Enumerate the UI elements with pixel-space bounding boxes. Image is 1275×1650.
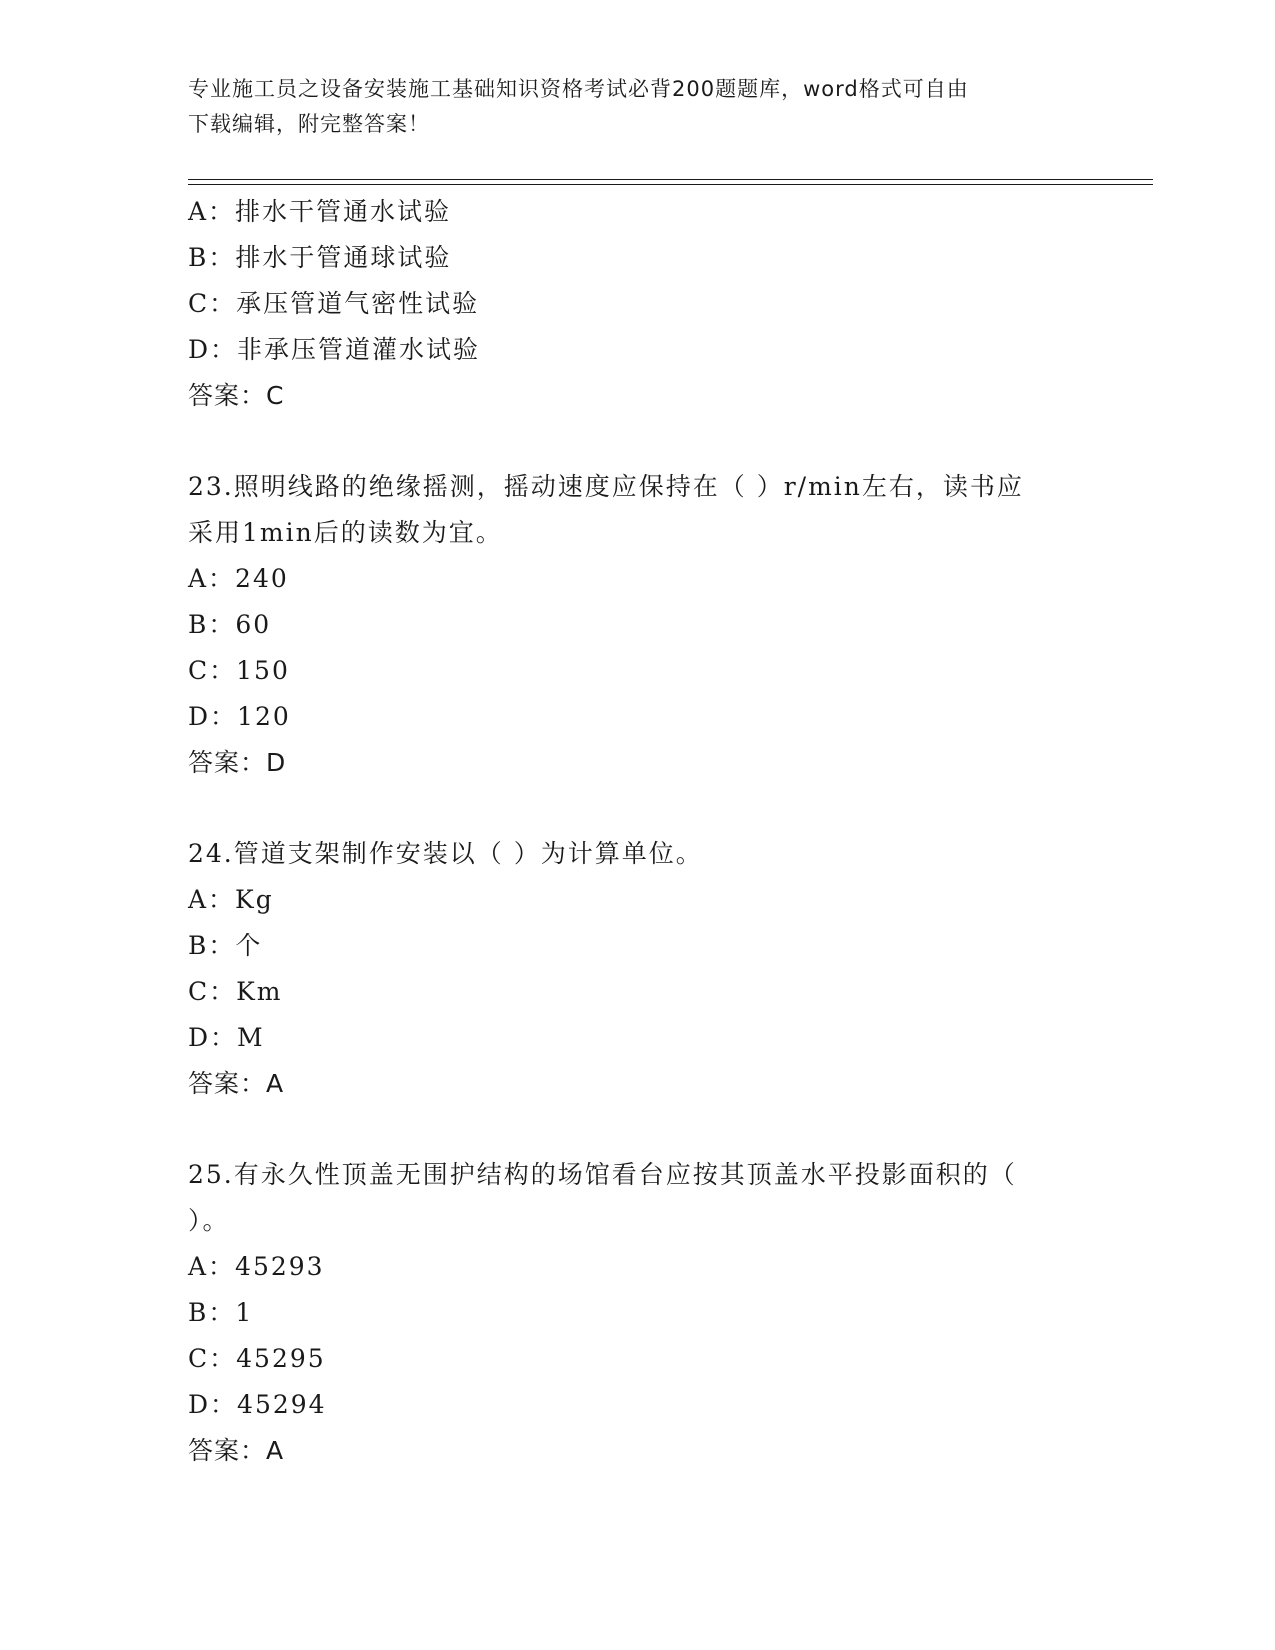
question-text: 23.照明线路的绝缘摇测，摇动速度应保持在（ ）r/min左右，读书应 bbox=[188, 472, 1024, 501]
answer-line: 答案：A bbox=[188, 1069, 285, 1098]
question-text-continued: ）。 bbox=[188, 1206, 230, 1235]
spacer bbox=[188, 786, 1088, 831]
option-d: D：M bbox=[188, 1023, 265, 1052]
option-a: A：排水干管通水试验 bbox=[188, 197, 452, 226]
question-text: 24.管道支架制作安装以（ ）为计算单位。 bbox=[188, 839, 703, 868]
answer-line: 答案：D bbox=[188, 748, 287, 777]
option-d: D：45294 bbox=[188, 1390, 327, 1419]
option-d: D：非承压管道灌水试验 bbox=[188, 335, 481, 364]
header-line-2: 下载编辑，附完整答案！ bbox=[188, 112, 430, 136]
option-c: C：45295 bbox=[188, 1344, 326, 1373]
header-divider-bottom bbox=[188, 184, 1153, 185]
question-23 bbox=[188, 464, 1088, 786]
question-list bbox=[188, 189, 1088, 1474]
question-22 bbox=[188, 189, 1088, 419]
answer-line: 答案：C bbox=[188, 381, 285, 410]
document-header bbox=[188, 72, 1068, 142]
header-line-1: 专业施工员之设备安装施工基础知识资格考试必背200题题库，word格式可自由 bbox=[188, 77, 969, 101]
option-b: B：60 bbox=[188, 610, 272, 639]
question-text-continued: 采用1min后的读数为宜。 bbox=[188, 518, 503, 547]
option-a: A：45293 bbox=[188, 1252, 325, 1281]
option-b: B：个 bbox=[188, 931, 263, 960]
option-d: D：120 bbox=[188, 702, 291, 731]
question-text: 25.有永久性顶盖无围护结构的场馆看台应按其顶盖水平投影面积的（ bbox=[188, 1160, 1017, 1189]
option-c: C：Km bbox=[188, 977, 283, 1006]
answer-line: 答案：A bbox=[188, 1436, 285, 1465]
option-b: B：排水于管通球试验 bbox=[188, 243, 452, 272]
question-24 bbox=[188, 831, 1088, 1107]
spacer bbox=[188, 1107, 1088, 1152]
option-c: C：承压管道气密性试验 bbox=[188, 289, 480, 318]
header-divider-top bbox=[188, 179, 1153, 180]
option-c: C：150 bbox=[188, 656, 290, 685]
option-b: B：1 bbox=[188, 1298, 254, 1327]
question-25 bbox=[188, 1152, 1088, 1474]
option-a: A：240 bbox=[188, 564, 289, 593]
spacer bbox=[188, 419, 1088, 464]
option-a: A：Kg bbox=[188, 885, 274, 914]
